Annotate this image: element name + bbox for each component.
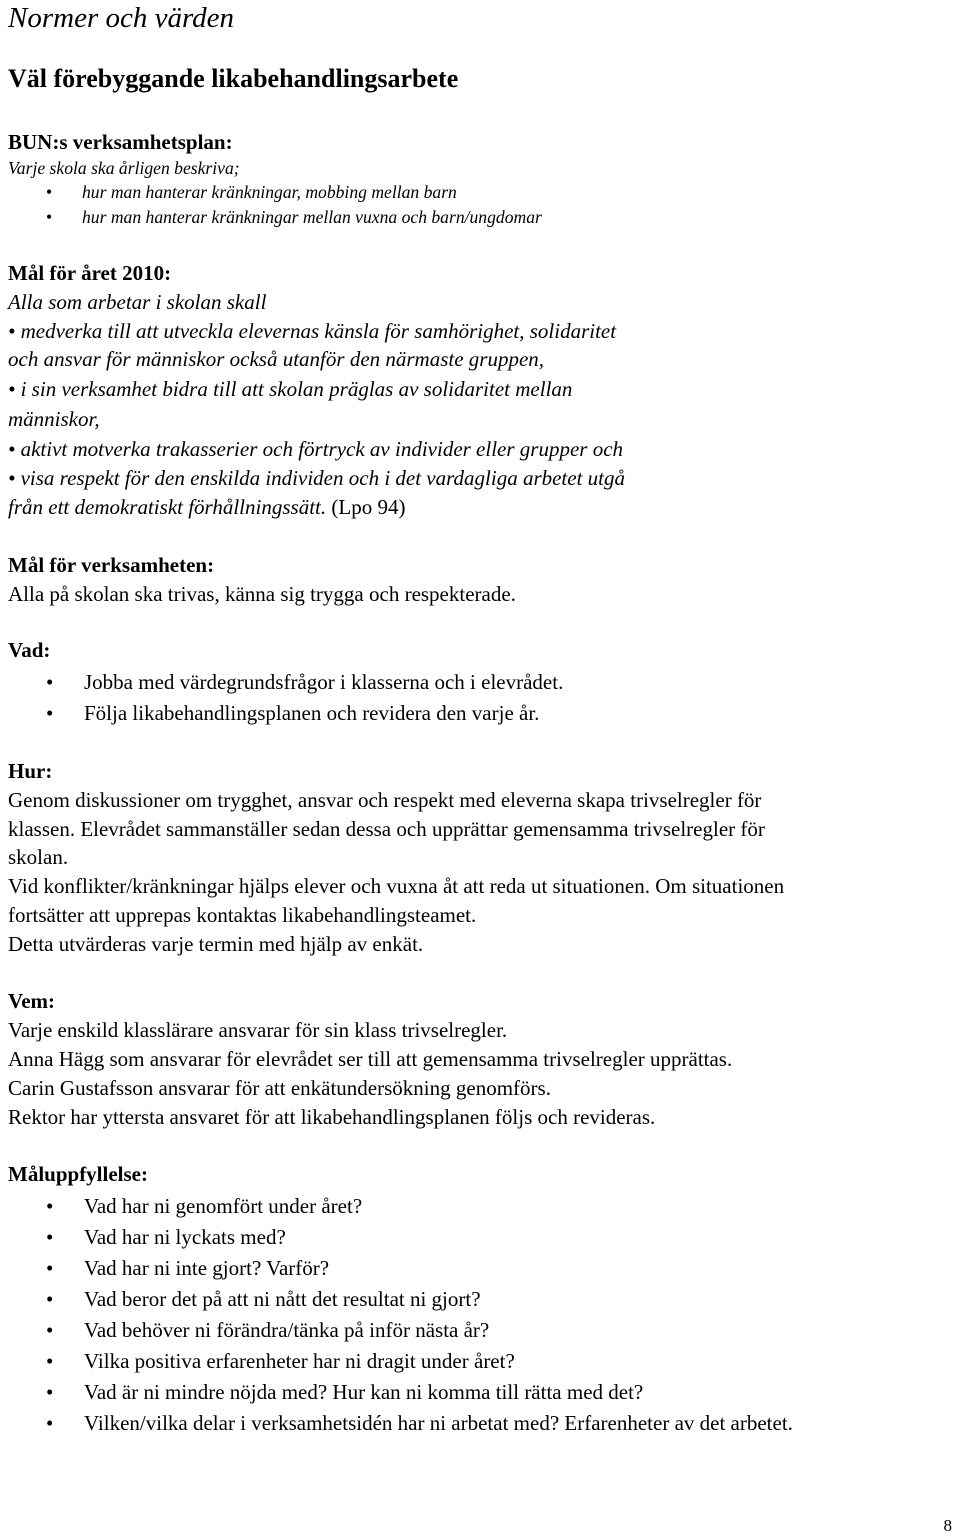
goals-line: människor, [8, 407, 100, 431]
who-line: Varje enskild klasslärare ansvarar för sin klass trivselregler. [8, 1018, 508, 1042]
bullet-icon: • [46, 1225, 54, 1249]
bullet-icon: • [46, 1318, 54, 1342]
who-line: Carin Gustafsson ansvarar för att enkätundersökning genomförs. [8, 1076, 551, 1100]
goals-line: • medverka till att utveckla elevernas känsla för samhörighet, solidaritet [8, 319, 617, 343]
activity-goal-heading: Mål för verksamheten: [8, 553, 215, 577]
source-reference: (Lpo 94) [326, 495, 406, 519]
fulfillment-heading: Måluppfyllelse: [8, 1162, 148, 1186]
what-heading: Vad: [8, 638, 51, 662]
who-line: Rektor har yttersta ansvaret för att likabehandlingsplanen följs och revideras. [8, 1105, 656, 1129]
how-line: klassen. Elevrådet sammanställer sedan dessa och upprättar gemensamma trivselregler för [8, 817, 765, 841]
bullet-icon: • [46, 182, 53, 202]
bun-heading: BUN:s verksamhetsplan: [8, 130, 233, 154]
how-line: Genom diskussioner om trygghet, ansvar och respekt med eleverna skapa trivselregler för [8, 788, 762, 812]
goals-last-line: från ett demokratiskt förhållningssätt. (Lpo 94) [8, 495, 406, 519]
how-line: skolan. [8, 845, 69, 869]
how-line: fortsätter att upprepas kontaktas likabehandlingsteamet. [8, 903, 477, 927]
bullet-icon: • [46, 670, 54, 694]
page-subtitle: Väl förebyggande likabehandlingsarbete [8, 64, 459, 93]
page-number: 8 [943, 1516, 952, 1535]
activity-goal-text: Alla på skolan ska trivas, känna sig trygga och respekterade. [8, 582, 516, 606]
bullet-icon: • [46, 1194, 54, 1218]
how-heading: Hur: [8, 759, 53, 783]
bun-intro: Varje skola ska årligen beskriva; [8, 158, 240, 178]
bullet-icon: • [46, 1380, 54, 1404]
goals-line: och ansvar för människor också utanför den närmaste gruppen, [8, 347, 545, 371]
how-line: Vid konflikter/kränkningar hjälps elever och vuxna åt att reda ut situationen. Om situationen [8, 874, 785, 898]
bullet-icon: • [46, 1256, 54, 1280]
bullet-icon: • [46, 207, 53, 227]
goals-2010-heading: Mål för året 2010: [8, 261, 172, 285]
page-title: Normer och värden [8, 2, 235, 34]
goals-line: • visa respekt för den enskilda individen och i det vardagliga arbetet utgå [8, 466, 626, 490]
who-line: Anna Hägg som ansvarar för elevrådet ser till att gemensamma trivselregler upprättas. [8, 1047, 733, 1071]
who-heading: Vem: [8, 989, 56, 1013]
how-line: Detta utvärderas varje termin med hjälp av enkät. [8, 932, 424, 956]
bullet-icon: • [46, 1287, 54, 1311]
goals-line: • aktivt motverka trakasserier och förtryck av individer eller grupper och [8, 437, 624, 461]
goals-line: Alla som arbetar i skolan skall [8, 290, 267, 314]
bullet-icon: • [46, 1411, 54, 1435]
bullet-icon: • [46, 1349, 54, 1373]
goals-line: • i sin verksamhet bidra till att skolan präglas av solidaritet mellan [8, 377, 573, 401]
bullet-icon: • [46, 701, 54, 725]
